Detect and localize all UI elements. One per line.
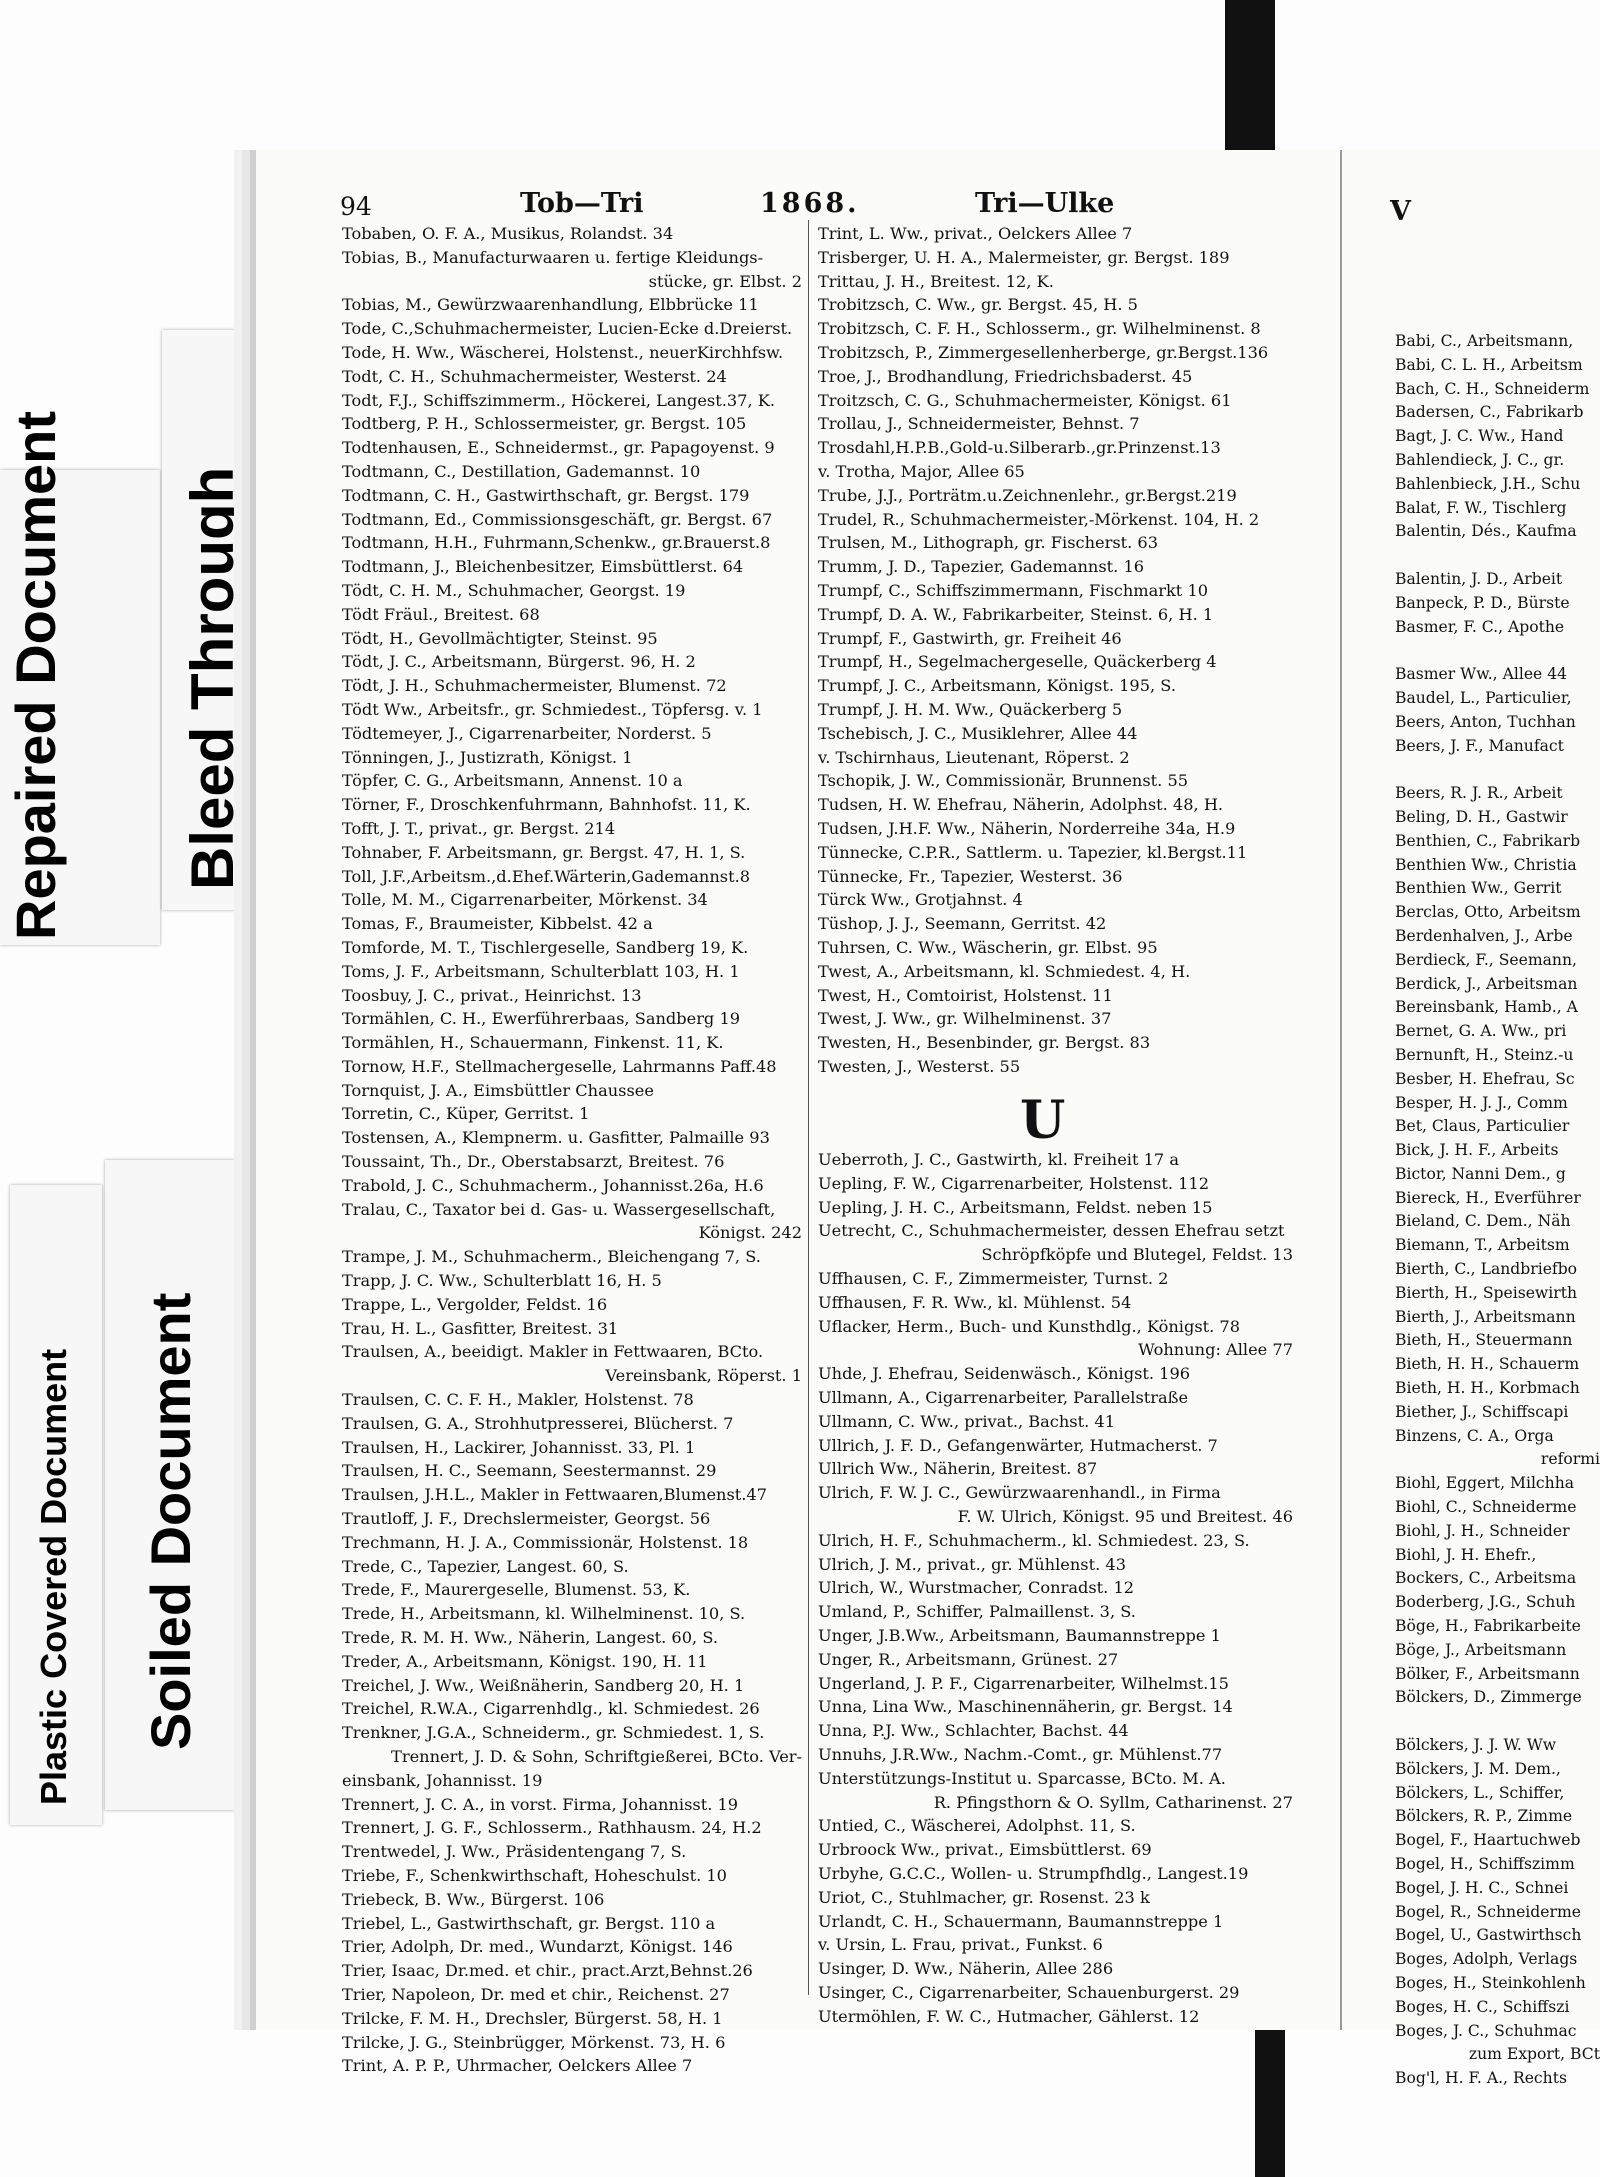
directory-entry: Triebel, L., Gastwirthschaft, gr. Bergst. 110 a (342, 1913, 716, 1933)
directory-entry: Treder, A., Arbeitsmann, Königst. 190, H. 11 (342, 1651, 708, 1671)
directory-entry: Tobias, M., Gewürzwaarenhandlung, Elbbrücke 11 (342, 295, 759, 315)
directory-entry: Biemann, T., Arbeitsm (1395, 1236, 1570, 1255)
directory-entry: Bahlendieck, J. C., gr. (1395, 450, 1565, 469)
directory-entry: Ulrich, J. M., privat., gr. Mühlenst. 43 (818, 1554, 1126, 1574)
directory-entry: F. W. Ulrich, Königst. 95 und Breitest. 46 (957, 1506, 1293, 1526)
directory-entry: Toussaint, Th., Dr., Oberstabsarzt, Breitest. 76 (342, 1152, 725, 1172)
directory-entry: v. Tschirnhaus, Lieutenant, Röperst. 2 (818, 747, 1130, 767)
directory-entry: Boges, H., Steinkohlenh (1395, 1973, 1586, 1992)
directory-entry: Besber, H. Ehefrau, Sc (1395, 1069, 1575, 1088)
directory-entry: Triebe, F., Schenkwirthschaft, Hoheschulst. 10 (342, 1865, 727, 1885)
directory-entry: Trier, Adolph, Dr. med., Wundarzt, Königst. 146 (342, 1937, 733, 1957)
directory-entry: Trau, H. L., Gasfitter, Breitest. 31 (342, 1318, 619, 1338)
section-letter-u: U (1020, 1090, 1066, 1151)
directory-entry: Trede, C., Tapezier, Langest. 60, S. (342, 1556, 629, 1576)
directory-entry: Todtmann, H.H., Fuhrmann,Schenkw., gr.Brauerst.8 (342, 533, 771, 553)
directory-entry: Trint, A. P. P., Uhrmacher, Oelckers Allee 7 (342, 2056, 693, 2076)
directory-entry: Trumpf, D. A. W., Fabrikarbeiter, Steinst. 6, H. 1 (818, 604, 1214, 624)
directory-entry: Tödt, C. H. M., Schuhmacher, Georgst. 19 (342, 580, 686, 600)
directory-entry: Bach, C. H., Schneiderm (1395, 379, 1590, 398)
directory-entry: Tödtemeyer, J., Cigarrenarbeiter, Norderst. 5 (342, 723, 712, 743)
directory-entry: Bernunft, H., Steinz.-u (1395, 1045, 1574, 1064)
directory-entry: Trilcke, J. G., Steinbrügger, Mörkenst. 73, H. 6 (342, 2032, 726, 2052)
directory-entry: Toms, J. F., Arbeitsmann, Schulterblatt 103, H. 1 (342, 961, 740, 981)
directory-entry: Bogel, J. H. C., Schnei (1395, 1878, 1569, 1897)
directory-entry: Biohl, J. H., Schneider (1395, 1521, 1570, 1540)
right-page-column (1395, 330, 1600, 2091)
directory-entry: Trosdahl,H.P.B.,Gold-u.Silberarb.,gr.Prinzenst.13 (818, 438, 1221, 458)
directory-entry: Utermöhlen, F. W. C., Hutmacher, Gählerst. 12 (818, 2006, 1200, 2026)
directory-entry: Tödt Fräul., Breitest. 68 (342, 604, 540, 624)
directory-entry: Uetrecht, C., Schuhmachermeister, dessen Ehefrau setzt (818, 1221, 1285, 1241)
directory-entry: Ungerland, J. P. F., Cigarrenarbeiter, Wilhelmst.15 (818, 1673, 1229, 1693)
directory-entry: Törner, F., Droschkenfuhrmann, Bahnhofst. 11, K. (342, 795, 751, 815)
directory-entry: Tornquist, J. A., Eimsbüttler Chaussee (342, 1080, 654, 1100)
directory-entry: Trumpf, H., Segelmachergeselle, Quäckerberg 4 (818, 652, 1217, 672)
directory-entry: Ueberroth, J. C., Gastwirth, kl. Freiheit 17 a (818, 1150, 1179, 1169)
directory-entry: Tomforde, M. T., Tischlergeselle, Sandberg 19, K. (342, 937, 749, 957)
directory-entry: Todt, F.J., Schiffszimmerm., Höckerei, Langest.37, K. (342, 390, 775, 410)
directory-entry: Töpfer, C. G., Arbeitsmann, Annenst. 10 a (342, 771, 683, 791)
directory-entry: Biether, J., Schiffscapi (1395, 1402, 1569, 1421)
directory-entry: Trentwedel, J. Ww., Präsidentengang 7, S. (342, 1842, 687, 1862)
directory-entry: Tode, H. Ww., Wäscherei, Holstenst., neuerKirchhfsw. (342, 342, 784, 362)
directory-entry: Trennert, J. G. F., Schlosserm., Rathhausm. 24, H.2 (342, 1818, 762, 1838)
directory-entry: Unterstützungs-Institut u. Sparcasse, BCto. M. A. (818, 1768, 1226, 1788)
directory-entry: Beers, J. F., Manufact (1395, 736, 1564, 755)
directory-entry: Traulsen, G. A., Strohhutpresserei, Blücherst. 7 (342, 1413, 734, 1433)
directory-entry: Bieth, H., Steuermann (1395, 1331, 1573, 1350)
repaired-document-tag (0, 411, 160, 945)
directory-entry: Trollau, J., Schneidermeister, Behnst. 7 (818, 414, 1140, 434)
repaired-document-label: Repaired Document (4, 411, 67, 940)
directory-entry: Toll, J.F.,Arbeitsm.,d.Ehef.Wärterin,Gademannst.8 (342, 866, 751, 886)
directory-entry: Tormählen, C. H., Ewerführerbaas, Sandberg 19 (342, 1009, 741, 1029)
directory-entry: Bieth, H. H., Schauerm (1395, 1355, 1580, 1374)
directory-entry: Torretin, C., Küper, Gerritst. 1 (342, 1104, 590, 1124)
directory-entry: Todtenhausen, E., Schneidermst., gr. Papagoyenst. 9 (342, 438, 775, 458)
directory-entry: Trumpf, J. C., Arbeitsmann, Königst. 195, S. (818, 676, 1176, 696)
soiled-document-label: Soiled Document (139, 1292, 202, 1750)
directory-entry: Traulsen, H. C., Seemann, Seestermannst. 29 (342, 1461, 717, 1481)
plastic-covered-label: Plastic Covered Document (33, 1348, 74, 1805)
directory-entry: Urlandt, C. H., Schauermann, Baumannstreppe 1 (818, 1911, 1224, 1931)
directory-entry: Bierth, C., Landbriefbo (1395, 1260, 1578, 1279)
directory-entry: Babi, C., Arbeitsmann, (1395, 332, 1574, 350)
directory-entry: Benthien, C., Fabrikarb (1395, 831, 1581, 850)
directory-entry: Bockers, C., Arbeitsma (1395, 1569, 1577, 1588)
right-range-heading: Tri—Ulke (975, 188, 1115, 219)
directory-entry: Uepling, J. H. C., Arbeitsmann, Feldst. neben 15 (818, 1197, 1213, 1217)
directory-entry: Trabold, J. C., Schuhmacherm., Johannisst.26a, H.6 (342, 1175, 764, 1195)
directory-entry: Urbyhe, G.C.C., Wollen- u. Strumpfhdlg., Langest.19 (818, 1863, 1249, 1883)
directory-entry: Trumpf, F., Gastwirth, gr. Freiheit 46 (818, 628, 1122, 648)
directory-entry: Trumpf, C., Schiffszimmermann, Fischmarkt 10 (818, 580, 1209, 600)
directory-entry: Tschebisch, J. C., Musiklehrer, Allee 44 (818, 723, 1138, 743)
directory-entry: Banpeck, P. D., Bürste (1395, 593, 1570, 612)
directory-entry: zum Export, BCt (1468, 2045, 1600, 2064)
directory-entry: Todtmann, C., Destillation, Gademannst. 10 (342, 461, 701, 481)
directory-entry: Trilcke, F. M. H., Drechsler, Bürgerst. 58, H. 1 (342, 2008, 723, 2028)
directory-entry: Todt, C. H., Schuhmachermeister, Westerst. 24 (342, 366, 727, 386)
year-heading: 1868. (760, 188, 860, 219)
directory-entry: Triebeck, B. Ww., Bürgerst. 106 (342, 1889, 605, 1909)
directory-entry: Königst. 242 (698, 1223, 802, 1243)
directory-entry: Baudel, L., Particulier, (1395, 688, 1572, 707)
left-column (342, 222, 802, 2078)
directory-entry: Ulrich, H. F., Schuhmacherm., kl. Schmiedest. 23, S. (818, 1530, 1250, 1550)
directory-entry (1395, 1710, 1600, 1734)
directory-entry: Toosbuy, J. C., privat., Heinrichst. 13 (342, 985, 642, 1005)
directory-entry: Böge, J., Arbeitsmann (1395, 1640, 1567, 1659)
directory-entry: Bölckers, R. P., Zimme (1395, 1807, 1573, 1826)
directory-entry: Unna, P.J. Ww., Schlachter, Bachst. 44 (818, 1721, 1129, 1741)
directory-entry: Tode, C.,Schuhmachermeister, Lucien-Ecke d.Dreierst. (342, 319, 793, 339)
directory-entry: Bogel, U., Gastwirthsch (1395, 1926, 1582, 1945)
directory-entry: Ulrich, F. W. J. C., Gewürzwaarenhandl., in Firma (818, 1483, 1221, 1503)
directory-entry: Bogel, F., Haartuchweb (1395, 1831, 1581, 1850)
directory-entry: Boges, Adolph, Verlags (1395, 1950, 1578, 1969)
directory-entry: Troe, J., Brodhandlung, Friedrichsbaderst. 45 (818, 366, 1193, 386)
directory-entry: Bet, Claus, Particulier (1395, 1117, 1570, 1136)
directory-entry: Trennert, J. C. A., in vorst. Firma, Johannisst. 19 (342, 1794, 739, 1814)
directory-entry: Trede, F., Maurergeselle, Blumenst. 53, K. (342, 1580, 691, 1600)
directory-entry (1395, 758, 1600, 782)
directory-entry: Trede, R. M. H. Ww., Näherin, Langest. 60, S. (342, 1628, 718, 1648)
directory-entry: Boges, J. C., Schuhmac (1395, 2021, 1577, 2040)
directory-entry: Trennert, J. D. & Sohn, Schriftgießerei, BCto. Ver- (391, 1747, 802, 1766)
directory-entry: Beers, Anton, Tuchhan (1395, 712, 1576, 731)
directory-entry: Tönningen, J., Justizrath, Königst. 1 (342, 747, 633, 767)
directory-entry: Berdenhalven, J., Arbe (1395, 926, 1573, 945)
right-page-heading: V (1390, 196, 1411, 227)
directory-entry: Untied, C., Wäscherei, Adolphst. 11, S. (818, 1816, 1136, 1836)
directory-entry: Türck Ww., Grotjahnst. 4 (818, 890, 1023, 910)
directory-entry: Ullmann, C. Ww., privat., Bachst. 41 (818, 1411, 1116, 1431)
directory-entry: Tödt, H., Gevollmächtigter, Steinst. 95 (342, 628, 658, 648)
directory-entry: Todtmann, C. H., Gastwirthschaft, gr. Bergst. 179 (342, 485, 750, 505)
directory-entry: Twesten, J., Westerst. 55 (818, 1056, 1021, 1076)
directory-entry: Ullmann, A., Cigarrenarbeiter, Parallelstraße (818, 1387, 1189, 1407)
directory-entry: Treichel, R.W.A., Cigarrenhdlg., kl. Schmiedest. 26 (342, 1699, 760, 1719)
directory-entry: Todtmann, J., Bleichenbesitzer, Eimsbüttlerst. 64 (342, 557, 744, 577)
directory-entry: Tudsen, J.H.F. Ww., Näherin, Norderreihe 34a, H.9 (818, 818, 1236, 838)
directory-entry: Twesten, H., Besenbinder, gr. Bergst. 83 (818, 1033, 1151, 1053)
directory-entry: Uriot, C., Stuhlmacher, gr. Rosenst. 23 k (818, 1887, 1150, 1907)
directory-entry: Trobitzsch, C. F. H., Schlosserm., gr. Wilhelminenst. 8 (818, 319, 1261, 339)
directory-entry: Bogel, H., Schiffszimm (1395, 1855, 1575, 1873)
directory-entry: Traulsen, H., Lackirer, Johannisst. 33, Pl. 1 (342, 1437, 696, 1457)
plastic-covered-tag (10, 1185, 102, 1825)
directory-entry: Bierth, H., Speisewirth (1395, 1283, 1578, 1302)
directory-entry: Tuhrsen, C. Ww., Wäscherin, gr. Elbst. 95 (818, 937, 1158, 957)
bleed-through-label: Bleed Through (179, 466, 246, 890)
directory-entry: Trumpf, J. H. M. Ww., Quäckerberg 5 (818, 699, 1123, 719)
directory-entry: Trechmann, H. J. A., Commissionär, Holstenst. 18 (342, 1532, 749, 1552)
directory-entry: Trautloff, J. F., Drechslermeister, Georgst. 56 (342, 1509, 711, 1529)
soiled-document-tag (105, 1160, 235, 1810)
directory-entry: Troitzsch, C. G., Schuhmachermeister, Königst. 61 (818, 390, 1232, 410)
directory-entry: Binzens, C. A., Orga (1395, 1426, 1554, 1445)
directory-entry: Boderberg, J.G., Schuh (1395, 1593, 1576, 1612)
directory-entry: Urbroock Ww., privat., Eimsbüttlerst. 69 (818, 1840, 1152, 1860)
directory-entry: Bölker, F., Arbeitsmann (1395, 1664, 1580, 1683)
directory-entry: Tostensen, A., Klempnerm. u. Gasfitter, Palmaille 93 (342, 1128, 770, 1148)
directory-entry: Tudsen, H. W. Ehefrau, Näherin, Adolphst. 48, H. (818, 795, 1224, 815)
directory-entry: Schröpfköpfe und Blutegel, Feldst. 13 (981, 1245, 1293, 1265)
directory-entry: Usinger, D. Ww., Näherin, Allee 286 (818, 1959, 1114, 1979)
left-range-heading: Tob—Tri (520, 188, 644, 219)
directory-entry: Böge, H., Fabrikarbeite (1395, 1617, 1581, 1636)
directory-entry: Tünnecke, C.P.R., Sattlerm. u. Tapezier, kl.Bergst.11 (818, 842, 1248, 862)
directory-entry: Trapp, J. C. Ww., Schulterblatt 16, H. 5 (342, 1271, 662, 1291)
directory-entry: Badersen, C., Fabrikarb (1395, 403, 1584, 422)
directory-entry: Trenkner, J.G.A., Schneiderm., gr. Schmiedest. 1, S. (342, 1723, 765, 1743)
directory-entry: Bahlenbieck, J.H., Schu (1395, 474, 1581, 493)
directory-entry: Ullrich Ww., Näherin, Breitest. 87 (818, 1459, 1098, 1479)
directory-entry: Trede, H., Arbeitsmann, kl. Wilhelminenst. 10, S. (342, 1604, 746, 1624)
directory-entry: Trittau, J. H., Breitest. 12, K. (818, 271, 1054, 291)
directory-entry: Balentin, J. D., Arbeit (1395, 569, 1563, 588)
directory-entry: Besper, H. J. J., Comm (1395, 1093, 1568, 1112)
directory-entry: Vereinsbank, Röperst. 1 (605, 1366, 802, 1386)
directory-entry: Bernet, G. A. Ww., pri (1395, 1022, 1567, 1041)
directory-entry: Umland, P., Schiffer, Palmaillenst. 3, S. (818, 1602, 1136, 1622)
directory-entry: Wohnung: Allee 77 (1138, 1340, 1293, 1360)
directory-entry: Uhde, J. Ehefrau, Seidenwäsch., Königst. 196 (818, 1364, 1191, 1384)
directory-entry: Beers, R. J. R., Arbeit (1395, 784, 1563, 803)
directory-entry: Traulsen, J.H.L., Makler in Fettwaaren,Blumenst.47 (342, 1485, 768, 1505)
directory-entry: Tomas, F., Braumeister, Kibbelst. 42 a (342, 914, 653, 934)
directory-entry: Biereck, H., Everführer (1395, 1188, 1581, 1207)
directory-entry: R. Pfingsthorn & O. Syllm, Catharinenst. 27 (933, 1792, 1293, 1812)
directory-entry: Bölckers, J. J. W. Ww (1395, 1736, 1557, 1755)
directory-entry: Tödt, J. C., Arbeitsmann, Bürgerst. 96, H. 2 (342, 652, 696, 672)
directory-entry: Uffhausen, F. R. Ww., kl. Mühlenst. 54 (818, 1292, 1132, 1312)
directory-entry: Basmer, F. C., Apothe (1395, 617, 1565, 636)
directory-entry: stücke, gr. Elbst. 2 (648, 271, 802, 291)
directory-entry: Trappe, L., Vergolder, Feldst. 16 (342, 1294, 608, 1314)
directory-entry: Tobias, B., Manufacturwaaren u. fertige Kleidungs- (342, 247, 764, 267)
directory-entry: Trisberger, U. H. A., Malermeister, gr. Bergst. 189 (818, 247, 1230, 267)
directory-entry: Bereinsbank, Hamb., A (1395, 998, 1578, 1017)
directory-entry: Bierth, J., Arbeitsmann (1395, 1307, 1576, 1326)
directory-entry: Uflacker, Herm., Buch- und Kunsthdlg., Königst. 78 (818, 1316, 1241, 1336)
directory-entry: Uffhausen, C. F., Zimmermeister, Turnst. 2 (818, 1268, 1169, 1288)
directory-entry: Traulsen, A., beeidigt. Makler in Fettwaaren, BCto. (342, 1342, 764, 1362)
directory-entry: Unna, Lina Ww., Maschinennäherin, gr. Bergst. 14 (818, 1697, 1233, 1717)
directory-entry: Twest, J. Ww., gr. Wilhelminenst. 37 (818, 1009, 1112, 1029)
directory-entry: Biohl, C., Schneiderme (1395, 1498, 1577, 1517)
directory-entry: Tormählen, H., Schauermann, Finkenst. 11, K. (342, 1033, 724, 1053)
directory-entry: Babi, C. L. H., Arbeitsm (1395, 355, 1583, 374)
directory-entry: Trulsen, M., Lithograph, gr. Fischerst. 63 (818, 533, 1159, 553)
black-scan-edge (1225, 0, 1275, 150)
directory-entry: Berdieck, F., Seemann, (1395, 950, 1577, 969)
directory-entry: Biohl, J. H. Ehefr., (1395, 1545, 1537, 1564)
directory-entry: Berclas, Otto, Arbeitsm (1395, 903, 1581, 922)
directory-entry: Tünnecke, Fr., Tapezier, Westerst. 36 (818, 866, 1123, 886)
column-divider (808, 220, 809, 1995)
directory-entry: Trobitzsch, P., Zimmergesellenherberge, gr.Bergst.136 (818, 342, 1269, 362)
directory-entry: Benthien Ww., Gerrit (1395, 879, 1562, 898)
directory-entry: Boges, H. C., Schiffszi (1395, 1997, 1570, 2016)
directory-entry: Ulrich, W., Wurstmacher, Conradst. 12 (818, 1578, 1135, 1598)
directory-entry: Trier, Napoleon, Dr. med et chir., Reichenst. 27 (342, 1984, 730, 2004)
directory-entry: Todtmann, Ed., Commissionsgeschäft, gr. Bergst. 67 (342, 509, 773, 529)
directory-entry: Biohl, Eggert, Milchha (1395, 1474, 1575, 1493)
bleed-through-tag (162, 330, 262, 910)
directory-entry: Traulsen, C. C. F. H., Makler, Holstenst. 78 (342, 1390, 694, 1410)
directory-entry: Ullrich, J. F. D., Gefangenwärter, Hutmacherst. 7 (818, 1435, 1218, 1455)
directory-entry: Tofft, J. T., privat., gr. Bergst. 214 (342, 818, 616, 838)
directory-entry: Trier, Isaac, Dr.med. et chir., pract.Arzt,Behnst.26 (342, 1961, 753, 1981)
right-column-top (818, 222, 1293, 1079)
directory-entry: Uepling, F. W., Cigarrenarbeiter, Holstenst. 112 (818, 1173, 1210, 1193)
page-number: 94 (340, 192, 372, 221)
directory-entry: Tolle, M. M., Cigarrenarbeiter, Mörkenst. 34 (342, 890, 708, 910)
directory-entry: Twest, H., Comtoirist, Holstenst. 11 (818, 985, 1113, 1005)
directory-entry: Bogel, R., Schneiderme (1395, 1902, 1581, 1921)
directory-entry: Todtberg, P. H., Schlossermeister, gr. Bergst. 105 (342, 414, 747, 434)
directory-entry: Benthien Ww., Christia (1395, 855, 1577, 874)
directory-entry: Tödt, J. H., Schuhmachermeister, Blumenst. 72 (342, 676, 727, 696)
directory-entry: Bieth, H. H., Korbmach (1395, 1379, 1580, 1398)
directory-entry: Bölckers, D., Zimmerge (1395, 1688, 1582, 1707)
directory-entry: Tornow, H.F., Stellmachergeselle, Lahrmanns Paff.48 (342, 1056, 777, 1076)
directory-entry: Bieland, C. Dem., Näh (1395, 1212, 1571, 1231)
directory-entry: Tobaben, O. F. A., Musikus, Rolandst. 34 (342, 224, 674, 243)
directory-entry: Trobitzsch, C. Ww., gr. Bergst. 45, H. 5 (818, 295, 1138, 315)
directory-entry: Bick, J. H. F., Arbeits (1395, 1141, 1559, 1160)
directory-entry (1395, 639, 1600, 663)
directory-entry: Bagt, J. C. Ww., Hand (1395, 427, 1564, 446)
directory-entry: Berdick, J., Arbeitsman (1395, 974, 1578, 993)
directory-entry: Beling, D. H., Gastwir (1395, 807, 1568, 826)
directory-entry: Balat, F. W., Tischlerg (1395, 498, 1567, 517)
directory-entry (1395, 544, 1600, 568)
directory-entry: Basmer Ww., Allee 44 (1395, 665, 1568, 684)
directory-entry: Trumm, J. D., Tapezier, Gademannst. 16 (818, 557, 1145, 577)
directory-entry: Tüshop, J. J., Seemann, Gerritst. 42 (818, 914, 1107, 934)
directory-entry: Trube, J.J., Porträtm.u.Zeichnenlehr., gr.Bergst.219 (818, 485, 1237, 505)
directory-entry: Trint, L. Ww., privat., Oelckers Allee 7 (818, 224, 1133, 243)
directory-entry: einsbank, Johannisst. 19 (342, 1770, 543, 1790)
directory-entry: Treichel, J. Ww., Weißnäherin, Sandberg 20, H. 1 (342, 1675, 745, 1695)
directory-entry: Bictor, Nanni Dem., g (1395, 1164, 1566, 1183)
directory-entry: Tschopik, J. W., Commissionär, Brunnenst. 55 (818, 771, 1189, 791)
right-column-bottom (818, 1148, 1293, 2028)
directory-entry: Tohnaber, F. Arbeitsmann, gr. Bergst. 47, H. 1, S. (342, 842, 746, 862)
directory-entry: Bölckers, J. M. Dem., (1395, 1759, 1561, 1778)
directory-entry: Usinger, C., Cigarrenarbeiter, Schauenburgerst. 29 (818, 1982, 1240, 2002)
directory-entry: Balentin, Dés., Kaufma (1395, 522, 1577, 541)
directory-entry: Bog'l, H. F. A., Rechts (1395, 2069, 1567, 2088)
directory-entry: Bölckers, L., Schiffer, (1395, 1783, 1565, 1802)
directory-entry: Tralau, C., Taxator bei d. Gas- u. Wassergesellschaft, (342, 1199, 776, 1219)
directory-entry: v. Ursin, L. Frau, privat., Funkst. 6 (818, 1935, 1103, 1955)
directory-entry: v. Trotha, Major, Allee 65 (818, 461, 1025, 481)
directory-entry: Unger, J.B.Ww., Arbeitsmann, Baumannstreppe 1 (818, 1625, 1221, 1645)
directory-entry: Unger, R., Arbeitsmann, Grünest. 27 (818, 1649, 1119, 1669)
directory-entry: Twest, A., Arbeitsmann, kl. Schmiedest. 4, H. (818, 961, 1191, 981)
directory-entry: Trampe, J. M., Schuhmacherm., Bleichengang 7, S. (342, 1247, 761, 1267)
directory-entry: reformi (1540, 1450, 1600, 1469)
directory-entry: Trudel, R., Schuhmachermeister,-Mörkenst. 104, H. 2 (818, 509, 1260, 529)
directory-entry: Tödt Ww., Arbeitsfr., gr. Schmiedest., Töpfersg. v. 1 (342, 699, 763, 719)
directory-entry: Unnuhs, J.R.Ww., Nachm.-Comt., gr. Mühlenst.77 (818, 1744, 1223, 1764)
